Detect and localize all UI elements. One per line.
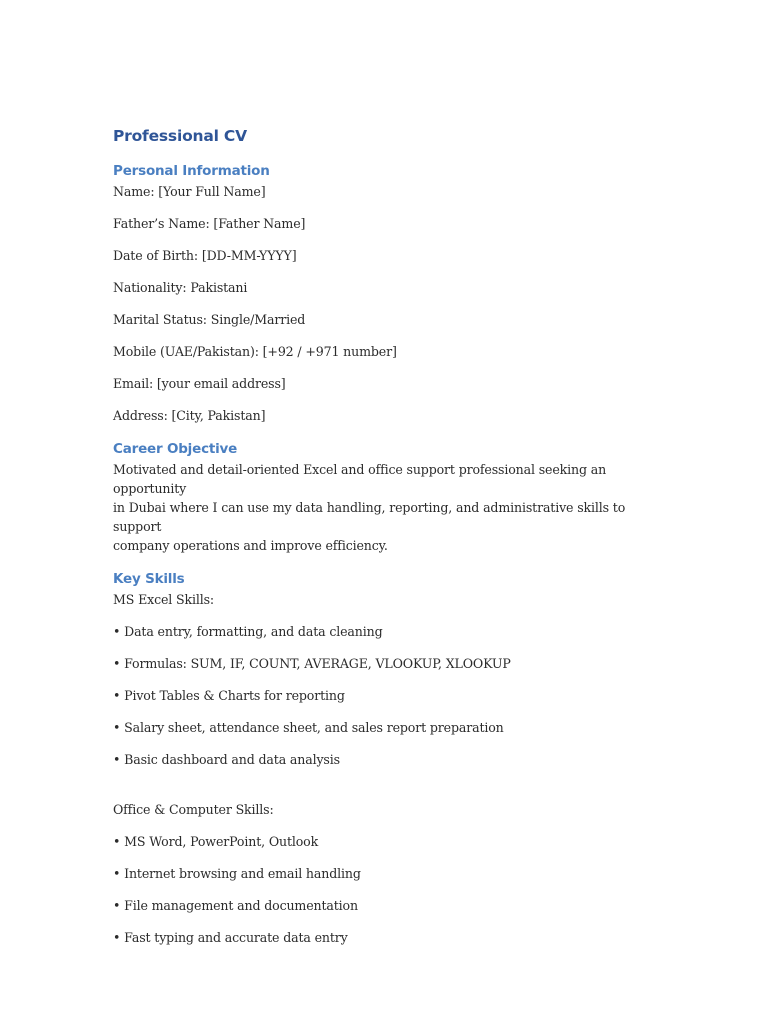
excel-skill-item: • Formulas: SUM, IF, COUNT, AVERAGE, VLOOKUP, XLOOKUP: [113, 656, 511, 671]
office-skill-item: • Internet browsing and email handling: [113, 866, 361, 881]
objective-line: in Dubai where I can use my data handling, reporting, and administrative skills to support: [113, 500, 626, 534]
email-line: Email: [your email address]: [113, 376, 286, 391]
marital-status-line: Marital Status: Single/Married: [113, 312, 306, 327]
excel-skills-label: MS Excel Skills:: [113, 592, 215, 607]
blank-line: [113, 782, 673, 800]
excel-skill-item: • Pivot Tables & Charts for reporting: [113, 688, 345, 703]
personal-information-heading: Personal Information: [113, 163, 270, 179]
father-name-line: Father’s Name: [Father Name]: [113, 216, 306, 231]
cv-document: [113, 124, 673, 960]
mobile-line: Mobile (UAE/Pakistan): [+92 / +971 number]: [113, 344, 397, 359]
key-skills-heading: Key Skills: [113, 571, 185, 587]
document-title: Professional CV: [113, 127, 247, 145]
nationality-line: Nationality: Pakistani: [113, 280, 248, 295]
objective-line: company operations and improve efficiency.: [113, 538, 388, 553]
excel-skill-item: • Salary sheet, attendance sheet, and sales report preparation: [113, 720, 504, 735]
career-objective-paragraph: [113, 460, 673, 555]
office-skill-item: • MS Word, PowerPoint, Outlook: [113, 834, 319, 849]
objective-line: Motivated and detail-oriented Excel and office support professional seeking an opportunity: [113, 462, 607, 496]
office-skill-item: • Fast typing and accurate data entry: [113, 930, 348, 945]
office-skills-label: Office & Computer Skills:: [113, 802, 274, 817]
career-objective-heading: Career Objective: [113, 441, 238, 457]
excel-skill-item: • Basic dashboard and data analysis: [113, 752, 340, 767]
excel-skill-item: • Data entry, formatting, and data cleaning: [113, 624, 383, 639]
address-line: Address: [City, Pakistan]: [113, 408, 266, 423]
name-line: Name: [Your Full Name]: [113, 184, 266, 199]
office-skill-item: • File management and documentation: [113, 898, 358, 913]
date-of-birth-line: Date of Birth: [DD-MM-YYYY]: [113, 248, 297, 263]
